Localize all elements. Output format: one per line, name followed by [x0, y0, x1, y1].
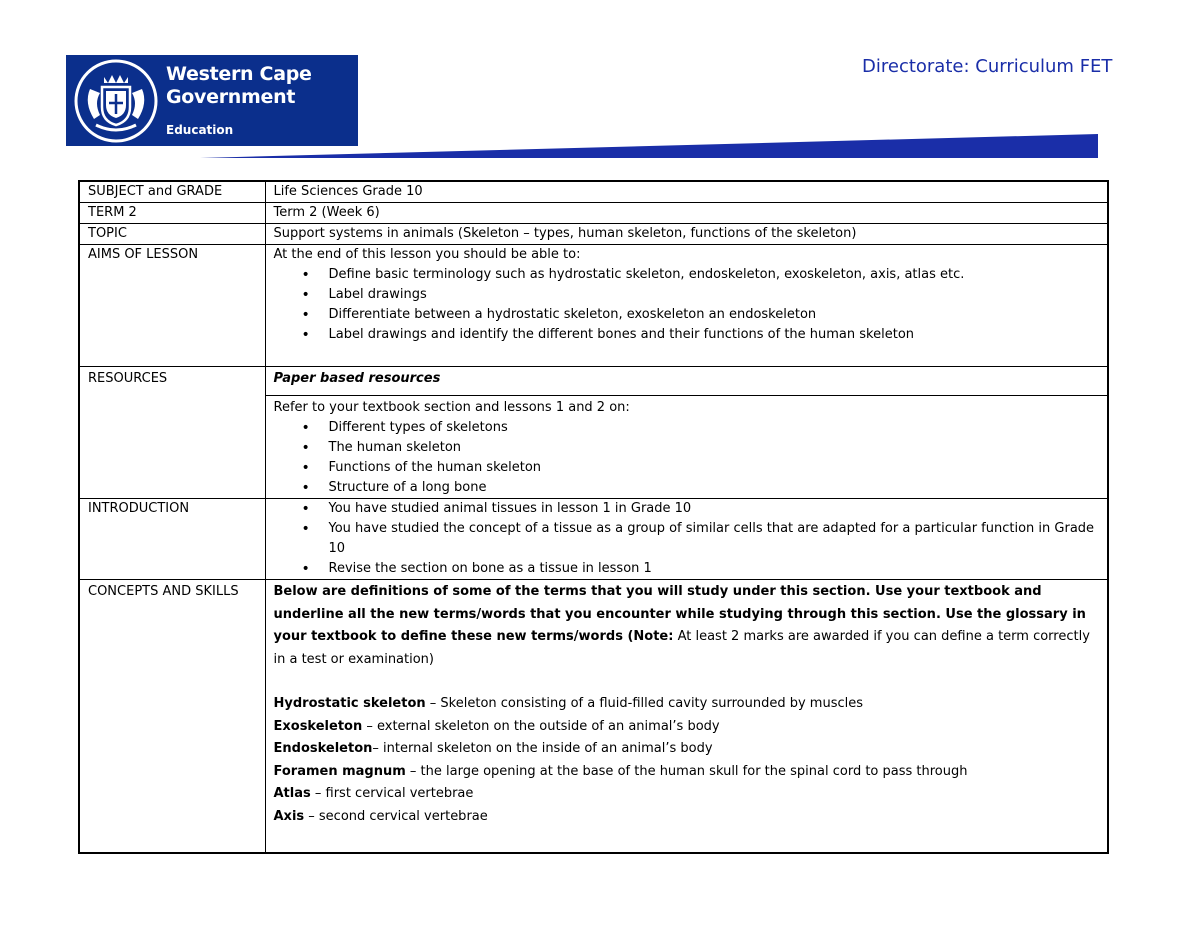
introduction-list	[274, 499, 1100, 579]
definition-term: Hydrostatic skeleton	[273, 696, 426, 711]
definition-term: Axis	[273, 808, 305, 824]
definition-text: – second cervical vertebrae	[304, 808, 488, 824]
header-swoosh-divider	[200, 132, 1102, 160]
definition-term: Endoskeleton	[273, 741, 373, 756]
table-row	[79, 245, 1108, 367]
concepts-intro	[274, 581, 1100, 671]
aims-label: AIMS OF LESSON	[79, 245, 265, 367]
directorate-title: Directorate: Curriculum FET	[862, 56, 1113, 77]
list-item: • Functions of the human skeleton	[329, 458, 1100, 478]
topic-label: TOPIC	[79, 224, 265, 245]
term-label: TERM 2	[79, 203, 265, 224]
definition-text: – the large opening at the base of the human skull for the spinal cord to pass through	[405, 763, 968, 779]
definition-text: – internal skeleton on the inside of an animal’s body	[372, 741, 713, 756]
topic-value: Support systems in animals (Skeleton – types, human skeleton, functions of the skeleton)	[265, 224, 1108, 245]
definition-term: Exoskeleton	[273, 718, 363, 734]
concepts-note-label: Note:	[633, 629, 674, 644]
definition-item	[274, 761, 1100, 784]
introduction-cell	[265, 499, 1108, 580]
table-row	[79, 499, 1108, 580]
concepts-label: CONCEPTS AND SKILLS	[79, 580, 265, 854]
list-item: • Different types of skeletons	[329, 418, 1100, 438]
list-item: • Structure of a long bone	[329, 478, 1100, 498]
definition-text: – Skeleton consisting of a fluid-filled cavity surrounded by muscles	[425, 696, 864, 711]
definition-item	[274, 806, 1100, 829]
table-row	[79, 203, 1108, 224]
list-item: • Differentiate between a hydrostatic skeleton, exoskeleton an endoskeleton	[329, 305, 1100, 325]
logo-org-line1: Western Cape	[166, 63, 312, 85]
resources-heading-cell	[265, 367, 1108, 396]
definition-item	[274, 693, 1100, 716]
logo-org-name	[166, 63, 312, 109]
subject-value: Life Sciences Grade 10	[265, 181, 1108, 203]
definition-text: – first cervical vertebrae	[310, 786, 474, 801]
concepts-note-text: At least 2 marks are awarded if you can define a term correctly in a test or examination)	[273, 629, 1090, 667]
introduction-label: INTRODUCTION	[79, 499, 265, 580]
aims-cell	[265, 245, 1108, 367]
table-row	[79, 580, 1108, 854]
resources-cell	[265, 396, 1108, 499]
table-row	[79, 224, 1108, 245]
resources-heading: Paper based resources	[273, 371, 441, 386]
definition-term: Atlas	[273, 786, 311, 801]
definition-item	[274, 783, 1100, 806]
list-item: • Define basic terminology such as hydrostatic skeleton, endoskeleton, exoskeleton, axis, atlas etc.	[329, 265, 1100, 285]
list-item: • You have studied animal tissues in lesson 1 in Grade 10	[329, 499, 1100, 519]
concepts-bold-text: Below are definitions of some of the terms that you will study under this section. Use your textbook and underline all the new terms/words that you encounter while studying through this section. Use the glossary in your textbook to define these new terms/words (	[273, 584, 1086, 644]
table-row	[79, 367, 1108, 396]
concepts-cell	[265, 580, 1108, 854]
lesson-plan-table	[78, 180, 1109, 854]
coat-of-arms-icon	[74, 59, 158, 143]
list-item: • Label drawings and identify the different bones and their functions of the human skeleton	[329, 325, 1100, 345]
resources-list	[274, 418, 1100, 498]
resources-label: RESOURCES	[79, 367, 265, 499]
aims-list	[274, 265, 1100, 345]
list-item: • The human skeleton	[329, 438, 1100, 458]
table-row	[79, 181, 1108, 203]
logo-org-line2: Government	[166, 86, 296, 108]
list-item: • Label drawings	[329, 285, 1100, 305]
definition-item	[274, 716, 1100, 739]
aims-intro: At the end of this lesson you should be able to:	[273, 247, 581, 262]
resources-intro: Refer to your textbook section and lessons 1 and 2 on:	[273, 400, 630, 415]
term-value: Term 2 (Week 6)	[265, 203, 1108, 224]
list-item: • You have studied the concept of a tissue as a group of similar cells that are adapted for a particular function in Grade 10	[329, 519, 1100, 559]
list-item: • Revise the section on bone as a tissue in lesson 1	[329, 559, 1100, 579]
definition-item	[274, 738, 1100, 761]
logo-department: Education	[166, 123, 234, 137]
subject-label: SUBJECT and GRADE	[79, 181, 265, 203]
definition-text: – external skeleton on the outside of an animal’s body	[362, 718, 720, 734]
definition-term: Foramen magnum	[273, 763, 406, 779]
